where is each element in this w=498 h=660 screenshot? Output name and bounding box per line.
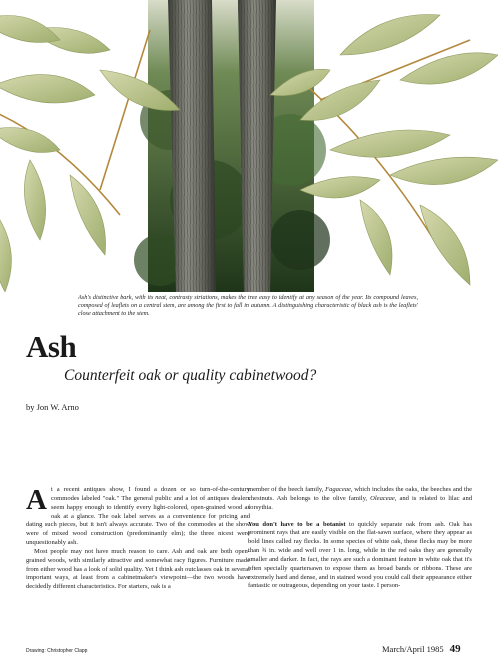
run-in-heading: You don't have to be a botanist xyxy=(248,520,346,528)
right-column xyxy=(248,486,472,591)
family-name: Fagaceae xyxy=(325,486,351,493)
drop-cap: A xyxy=(26,484,47,516)
paragraph-text: to quickly separate oak from ash. Oak has prominent rays that are easily visible on the flat-sawn surface, where they appear as bold lines called ray flecks. In some species of white oak, these flecks may be more than ¾ in. wide and well over 1 in. long, while in the red oaks they are generally smaller and darker. In fact, the rays are such a dominant feature in white oak that it's often specially quartersawn to expose them as broad bands or ribbons. These are extremely hard and dense, and in stained wood you could call their appearance either fantastic or outrageous, depending on your taste. I person- xyxy=(248,520,472,590)
paragraph-text: t a recent antiques show, I found a dozen or so turn-of-the-century commodes labeled "oak." The general public and a lot of antiques dealers seem happy enough to identify every light-colored, open-grained wood as oak at a glance. The oak label serves as a convenience for pricing and dating such pieces, but it isn't always accurate. Two of the commodes at the show were of mixed wood construction (predominantly elm); the three nicest were unquestionably ash. xyxy=(26,486,250,547)
page-number: 49 xyxy=(449,643,461,655)
article-title: Ash xyxy=(26,329,77,364)
paragraph xyxy=(248,486,472,513)
family-name: Oleaceae xyxy=(370,494,395,502)
ash-leaves-and-bark-image xyxy=(0,0,498,292)
paragraph-text: , which includes the oaks, the beeches and the chestnuts. Ash belongs to the olive family, xyxy=(248,486,472,502)
illustration-credit: Drawing: Christopher Clapp xyxy=(26,648,88,654)
paragraph: Most people may not have much reason to care. Ash and oak are both open-grained woods, with similarly attractive and somewhat racy figures. Furniture made from either wood has a look of solid quality. Yet I think ash outclasses oak in several important ways, at least from a cabinetmaker's viewpoint—the two woods have decidedly different characteristics. For starters, oak is a xyxy=(26,547,250,591)
paragraph-text: member of the beech family, xyxy=(248,486,326,493)
paragraph xyxy=(248,521,472,592)
left-column xyxy=(26,486,250,592)
photo-caption: Ash's distinctive bark, with its neat, contrasty striations, makes the tree easy to identify at any season of the year. Its compound leaves, composed of leaflets on a central stem, are among the first to fall in autumn. A distinguishing characteristic of black ash is the leaflets' close attachment to the stem. xyxy=(78,294,418,318)
header-illustration xyxy=(0,0,498,292)
issue-date: March/April 1985 xyxy=(382,644,444,654)
paragraph-text: , and is related to lilac and forsythia. xyxy=(248,494,472,511)
paragraph xyxy=(26,486,250,548)
article-subtitle: Counterfeit oak or quality cabinetwood? xyxy=(64,367,317,384)
page-footer xyxy=(382,643,461,655)
byline: by Jon W. Arno xyxy=(26,402,79,412)
forest-photo xyxy=(134,0,330,292)
